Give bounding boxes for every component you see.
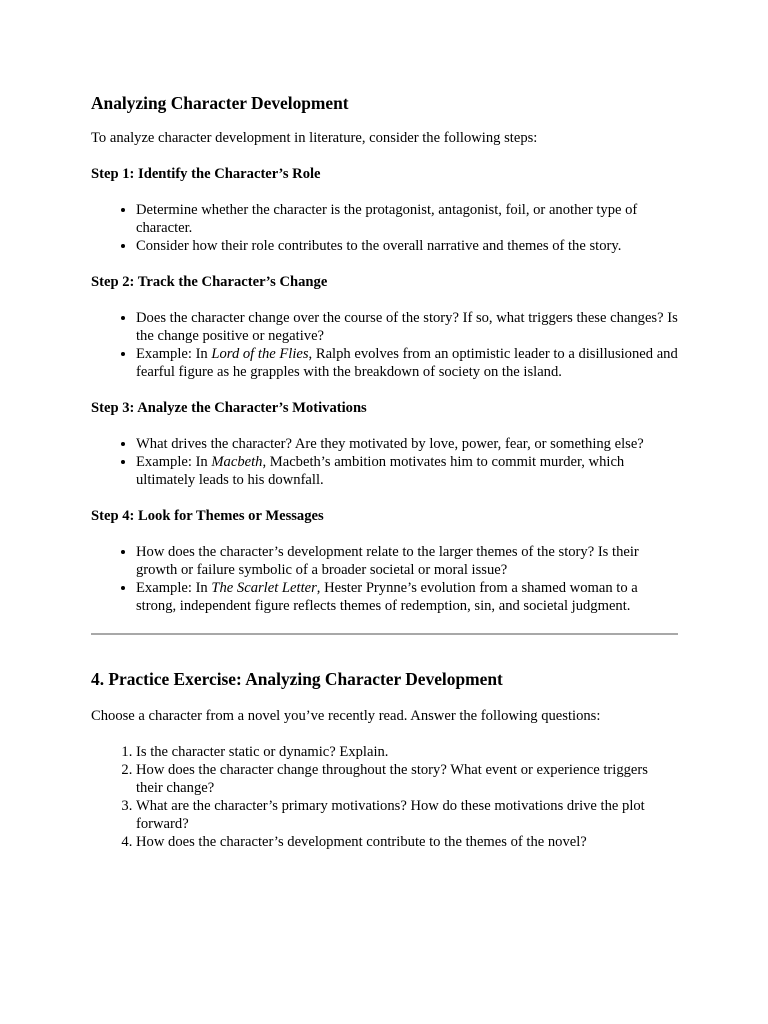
section-divider <box>91 633 678 635</box>
document-page <box>91 93 678 869</box>
book-title: The Scarlet Letter <box>211 580 317 596</box>
book-title: Lord of the Flies <box>211 346 309 362</box>
step-heading: Step 3: Analyze the Character’s Motivations <box>91 400 367 416</box>
step-heading: Step 2: Track the Character’s Change <box>91 274 328 290</box>
list-item: 1. Is the character static or dynamic? Explain. <box>136 743 678 761</box>
list-item: • Consider how their role contributes to the overall narrative and themes of the story. <box>136 237 678 255</box>
step-bullet-list <box>91 201 678 255</box>
list-item: • Determine whether the character is the protagonist, antagonist, foil, or another type of character. <box>136 201 678 237</box>
step-bullet-list <box>91 309 678 381</box>
intro-paragraph: To analyze character development in literature, consider the following steps: <box>91 130 538 146</box>
list-item: 3. What are the character’s primary motivations? How do these motivations drive the plot forward? <box>136 797 678 833</box>
list-item: • Example: In Lord of the Flies, Ralph evolves from an optimistic leader to a disillusioned and fearful figure as he grapples with the breakdown of society on the island. <box>136 345 678 381</box>
step-bullet-list <box>91 543 678 615</box>
exercise-instruction: Choose a character from a novel you’ve recently read. Answer the following questions: <box>91 708 601 724</box>
exercise-heading: 4. Practice Exercise: Analyzing Character Development <box>91 669 503 689</box>
list-item: 2. How does the character change throughout the story? What event or experience triggers their change? <box>136 761 678 797</box>
exercise-question-list <box>91 743 678 851</box>
document-title: Analyzing Character Development <box>91 93 349 113</box>
step-heading: Step 4: Look for Themes or Messages <box>91 508 324 524</box>
step-heading: Step 1: Identify the Character’s Role <box>91 166 321 182</box>
list-item: • Example: In Macbeth, Macbeth’s ambition motivates him to commit murder, which ultimately leads to his downfall. <box>136 453 678 489</box>
list-item: • What drives the character? Are they motivated by love, power, fear, or something else? <box>136 435 678 453</box>
list-item: 4. How does the character’s development contribute to the themes of the novel? <box>136 833 678 851</box>
step-bullet-list <box>91 435 678 489</box>
list-item: • Example: In The Scarlet Letter, Hester Prynne’s evolution from a shamed woman to a strong, independent figure reflects themes of redemption, sin, and societal judgment. <box>136 579 678 615</box>
list-item: • How does the character’s development relate to the larger themes of the story? Is their growth or failure symbolic of a broader societal or moral issue? <box>136 543 678 579</box>
book-title: Macbeth <box>211 454 263 470</box>
list-item: • Does the character change over the course of the story? If so, what triggers these changes? Is the change positive or negative? <box>136 309 678 345</box>
